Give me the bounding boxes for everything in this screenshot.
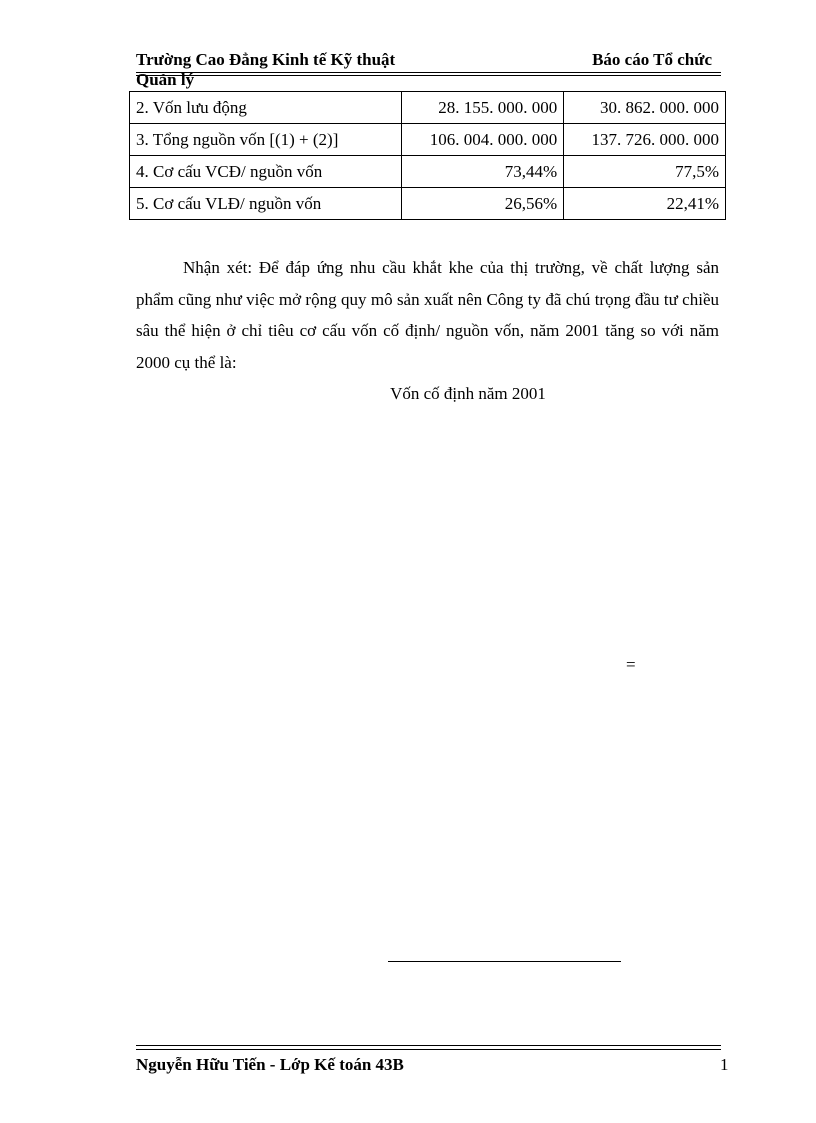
formula-equals-sign: =: [626, 655, 636, 674]
value-2000: 106. 004. 000. 000: [402, 124, 564, 156]
header-rule-bottom: [136, 75, 721, 76]
footer-rule-bottom: [136, 1049, 721, 1050]
value-2001: 137. 726. 000. 000: [564, 124, 726, 156]
row-label: 4. Cơ cấu VCĐ/ nguồn vốn: [130, 156, 402, 188]
header-rule-top: [136, 72, 721, 73]
value-2000: 26,56%: [402, 188, 564, 220]
footer-author: Nguyễn Hữu Tiến - Lớp Kế toán 43B: [136, 1055, 404, 1074]
row-label: 5. Cơ cấu VLĐ/ nguồn vốn: [130, 188, 402, 220]
value-2001: 22,41%: [564, 188, 726, 220]
table-row: [130, 124, 726, 156]
value-2000: 28. 155. 000. 000: [402, 92, 564, 124]
row-label: 3. Tổng nguồn vốn [(1) + (2)]: [130, 124, 402, 156]
formula-numerator-label: Vốn cố định năm 2001: [390, 384, 546, 403]
table-row: [130, 156, 726, 188]
capital-structure-table: [129, 91, 726, 220]
formula-fraction-line: [388, 961, 621, 962]
value-2001: 77,5%: [564, 156, 726, 188]
header-school-line1: Trường Cao Đẳng Kinh tế Kỹ thuật: [136, 50, 396, 69]
value-2001: 30. 862. 000. 000: [564, 92, 726, 124]
table-row: [130, 92, 726, 124]
commentary-paragraph: Nhận xét: Để đáp ứng nhu cầu khắt khe của thị trường, về chất lượng sản phẩm cũng như việc mở rộng quy mô sản xuất nên Công ty đã chú trọng đầu tư chiều sâu thể hiện ở chỉ tiêu cơ cấu vốn cố định/ nguồn vốn, năm 2001 tăng so với năm 2000 cụ thể là:: [136, 258, 719, 372]
footer-rule-top: [136, 1045, 721, 1046]
header-school: [136, 50, 395, 90]
page-number: 1: [720, 1055, 729, 1074]
row-label: 2. Vốn lưu động: [130, 92, 402, 124]
table-row: [130, 188, 726, 220]
header-school-line2: Quản lý: [136, 70, 195, 89]
header-report-title: Báo cáo Tổ chức: [592, 50, 712, 69]
value-2000: 73,44%: [402, 156, 564, 188]
